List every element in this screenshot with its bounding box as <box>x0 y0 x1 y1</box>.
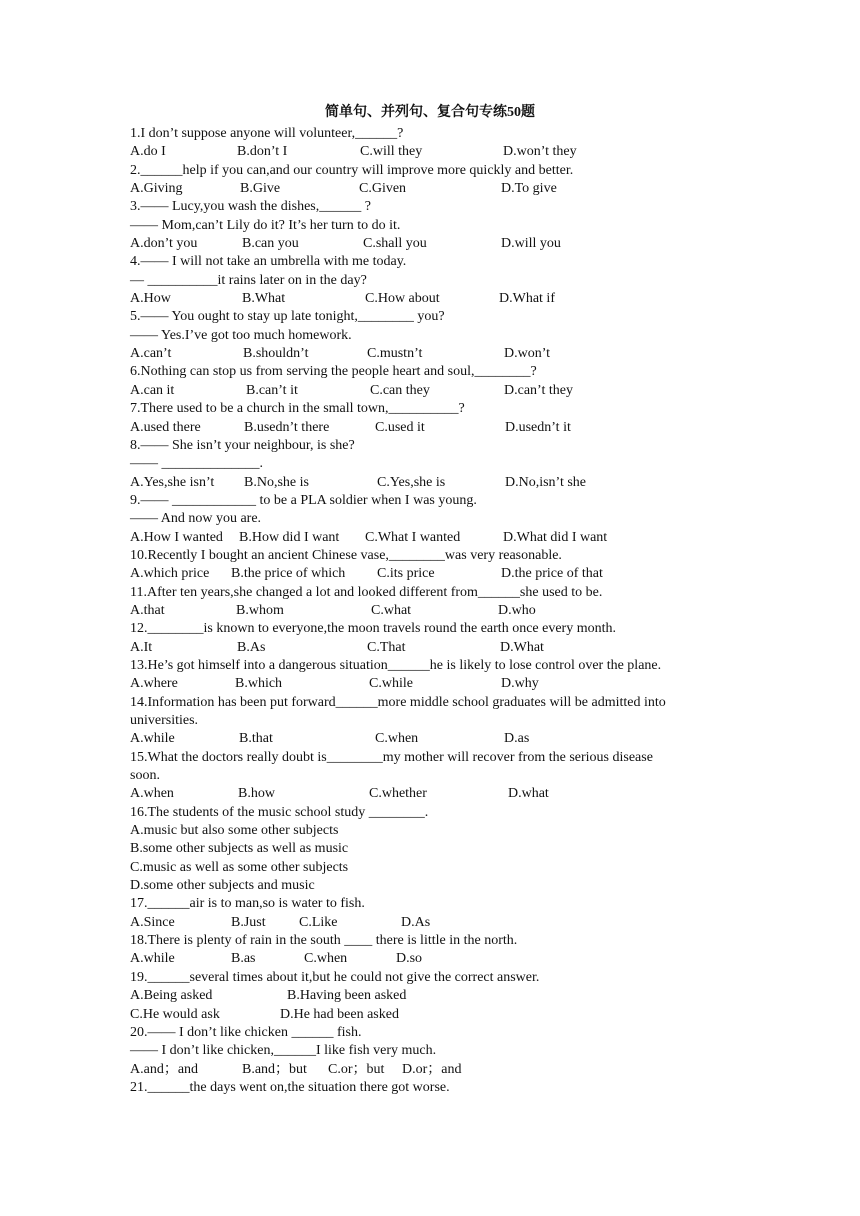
answer-option: A.that <box>130 602 165 618</box>
answer-option: A.Giving <box>130 181 183 197</box>
answer-options-row <box>130 565 730 583</box>
answer-option: A.can it <box>130 382 175 398</box>
question-item <box>130 363 730 400</box>
question-item <box>130 620 730 657</box>
answer-options-row <box>130 290 730 308</box>
answer-option: C.He would ask <box>130 1006 220 1022</box>
answer-option: B.that <box>239 731 273 747</box>
page-title: 简单句、并列句、复合句专练50题 <box>325 105 535 120</box>
answer-option: C.will they <box>360 144 423 160</box>
answer-option: A.can’t <box>130 346 172 362</box>
question-item <box>130 895 730 932</box>
answer-option: B.Having been asked <box>287 988 407 1004</box>
answer-option: C.Yes,she is <box>377 474 446 490</box>
answer-options-row <box>130 419 730 437</box>
question-text: 12.________is known to everyone,the moon travels round the earth once every month. <box>130 621 616 637</box>
answer-options-row <box>130 345 730 363</box>
question-text: 21.______the days went on,the situation there got worse. <box>130 1079 450 1095</box>
answer-option: D.will you <box>501 236 561 252</box>
question-text: 11.After ten years,she changed a lot and looked different from______she used to be. <box>130 584 603 600</box>
answer-option: A.where <box>130 676 178 692</box>
question-text: — __________it rains later on in the day? <box>130 272 367 288</box>
answer-option: C.How about <box>365 291 440 307</box>
answer-option: B.How did I want <box>239 529 340 545</box>
question-item <box>130 492 730 547</box>
answer-option: B.Just <box>231 914 266 930</box>
answer-options-row <box>130 235 730 253</box>
answer-option: C.mustn’t <box>367 346 423 362</box>
answer-option: D.the price of that <box>501 566 603 582</box>
question-text: —— Yes.I’ve got too much homework. <box>130 327 352 343</box>
answer-option: A.while <box>130 951 175 967</box>
answer-option: C.or；but <box>328 1061 385 1077</box>
answer-option: A.used there <box>130 419 201 435</box>
answer-option: A.Being asked <box>130 988 213 1004</box>
answer-option: D.What if <box>499 291 555 307</box>
question-list <box>130 125 730 1097</box>
question-text: 5.—— You ought to stay up late tonight,________ you? <box>130 309 445 325</box>
question-item <box>130 308 730 363</box>
answer-option: C.its price <box>377 566 435 582</box>
question-item <box>130 125 730 162</box>
answer-option: B.shouldn’t <box>243 346 309 362</box>
answer-option: B.Give <box>240 181 281 197</box>
answer-options-row <box>130 1006 730 1024</box>
question-text: 19.______several times about it,but he could not give the correct answer. <box>130 969 540 985</box>
answer-options-row <box>130 950 730 968</box>
question-text: C.music as well as some other subjects <box>130 859 349 875</box>
answer-option: A.and；and <box>130 1061 199 1077</box>
question-text: soon. <box>130 768 160 784</box>
question-text: 1.I don’t suppose anyone will volunteer,______? <box>130 126 404 141</box>
question-item <box>130 198 730 253</box>
question-text: 3.—— Lucy,you wash the dishes,______ ? <box>130 199 371 215</box>
answer-option: A.Since <box>130 914 175 930</box>
question-text: universities. <box>130 713 199 728</box>
answer-option: A.while <box>130 731 175 747</box>
answer-option: D.won’t they <box>503 144 577 160</box>
answer-option: B.how <box>238 786 275 802</box>
question-text: 13.He’s got himself into a dangerous situation______he is likely to lose control over the plane. <box>130 657 662 673</box>
answer-option: C.what <box>371 602 412 618</box>
answer-options-row <box>130 143 730 161</box>
answer-option: D.won’t <box>504 346 551 362</box>
question-item <box>130 400 730 437</box>
answer-options-row <box>130 602 730 620</box>
question-text: 8.—— She isn’t your neighbour, is she? <box>130 437 355 453</box>
question-text: —— And now you are. <box>130 511 262 527</box>
question-item <box>130 437 730 492</box>
question-text: B.some other subjects as well as music <box>130 841 349 857</box>
question-text: 10.Recently I bought an ancient Chinese vase,________was very reasonable. <box>130 547 562 563</box>
question-text: 15.What the doctors really doubt is________my mother will recover from the serious disease <box>130 749 653 765</box>
answer-option: B.can you <box>242 236 299 252</box>
answer-options-row <box>130 730 730 748</box>
answer-option: C.used it <box>375 419 425 435</box>
question-text: 2.______help if you can,and our country will improve more quickly and better. <box>130 162 574 178</box>
answer-option: D.No,isn’t she <box>505 474 587 490</box>
question-item <box>130 1079 730 1097</box>
answer-option: C.whether <box>369 786 427 802</box>
answer-option: D.can’t they <box>504 382 573 398</box>
question-text: 14.Information has been put forward______more middle school graduates will be admitted into <box>130 694 666 710</box>
answer-options-row <box>130 639 730 657</box>
question-item <box>130 657 730 694</box>
answer-option: B.don’t I <box>237 144 288 160</box>
question-text: 18.There is plenty of rain in the south ____ there is little in the north. <box>130 933 518 949</box>
question-item <box>130 804 730 896</box>
question-text: —— ______________. <box>130 456 263 472</box>
answer-option: B.as <box>231 951 256 967</box>
answer-option: D.He had been asked <box>280 1006 399 1022</box>
answer-option: D.who <box>498 602 536 618</box>
answer-option: A.don’t you <box>130 236 198 252</box>
answer-option: B.No,she is <box>244 474 309 490</box>
answer-option: B.and；but <box>242 1061 307 1077</box>
answer-option: B.can’t it <box>246 382 298 398</box>
answer-option: D.What <box>500 639 544 655</box>
question-item <box>130 749 730 804</box>
question-text: D.some other subjects and music <box>130 878 315 894</box>
answer-option: C.Like <box>299 914 338 930</box>
answer-option: A.It <box>130 639 153 655</box>
question-text: 6.Nothing can stop us from serving the people heart and soul,________? <box>130 364 537 380</box>
question-text: 20.—— I don’t like chicken ______ fish. <box>130 1024 362 1040</box>
answer-options-row <box>130 529 730 547</box>
answer-options-row <box>130 474 730 492</box>
answer-options-row <box>130 785 730 803</box>
answer-option: B.usedn’t there <box>244 419 330 435</box>
answer-option: B.whom <box>236 602 284 618</box>
answer-option: A.How I wanted <box>130 529 223 545</box>
question-text: —— Mom,can’t Lily do it? It’s her turn to do it. <box>130 217 401 233</box>
question-text: 9.—— ____________ to be a PLA soldier when I was young. <box>130 492 477 508</box>
question-item <box>130 162 730 199</box>
answer-option: A.when <box>130 786 174 802</box>
question-text: 17.______air is to man,so is water to fish. <box>130 896 365 912</box>
answer-option: D.so <box>396 951 423 967</box>
answer-option: D.usedn’t it <box>505 419 571 435</box>
question-item <box>130 547 730 584</box>
answer-options-row <box>130 987 730 1005</box>
answer-option: D.As <box>401 914 431 930</box>
answer-option: D.What did I want <box>503 529 608 545</box>
answer-options-row <box>130 1061 730 1079</box>
answer-option: C.That <box>367 639 406 655</box>
question-item <box>130 253 730 308</box>
answer-option: C.What I wanted <box>365 529 461 545</box>
question-text: —— I don’t like chicken,______I like fish very much. <box>130 1043 437 1059</box>
answer-option: A.Yes,she isn’t <box>130 474 215 490</box>
answer-option: B.the price of which <box>231 566 346 582</box>
answer-option: D.To give <box>501 181 557 197</box>
answer-option: D.what <box>508 786 549 802</box>
answer-option: A.which price <box>130 566 210 582</box>
question-item <box>130 932 730 969</box>
question-text: A.music but also some other subjects <box>130 823 339 839</box>
answer-option: D.or；and <box>402 1061 462 1077</box>
answer-option: B.What <box>242 291 286 307</box>
answer-option: A.do I <box>130 144 166 160</box>
answer-options-row <box>130 180 730 198</box>
question-item <box>130 969 730 1024</box>
answer-option: C.can they <box>370 382 430 398</box>
answer-options-row <box>130 675 730 693</box>
answer-option: C.Given <box>359 181 407 197</box>
answer-option: C.when <box>304 951 348 967</box>
answer-option: B.which <box>235 676 283 692</box>
question-item <box>130 1024 730 1079</box>
answer-option: C.while <box>369 676 413 692</box>
question-item <box>130 584 730 621</box>
answer-options-row <box>130 914 730 932</box>
question-text: 16.The students of the music school study ________. <box>130 804 429 820</box>
answer-options-row <box>130 382 730 400</box>
answer-option: D.as <box>504 731 530 747</box>
question-text: 7.There used to be a church in the small town,__________? <box>130 401 465 417</box>
answer-option: C.shall you <box>363 236 427 252</box>
answer-option: B.As <box>237 639 266 655</box>
question-item <box>130 694 730 749</box>
answer-option: C.when <box>375 731 419 747</box>
answer-option: D.why <box>501 676 539 692</box>
answer-option: A.How <box>130 291 171 307</box>
question-text: 4.—— I will not take an umbrella with me today. <box>130 254 407 270</box>
